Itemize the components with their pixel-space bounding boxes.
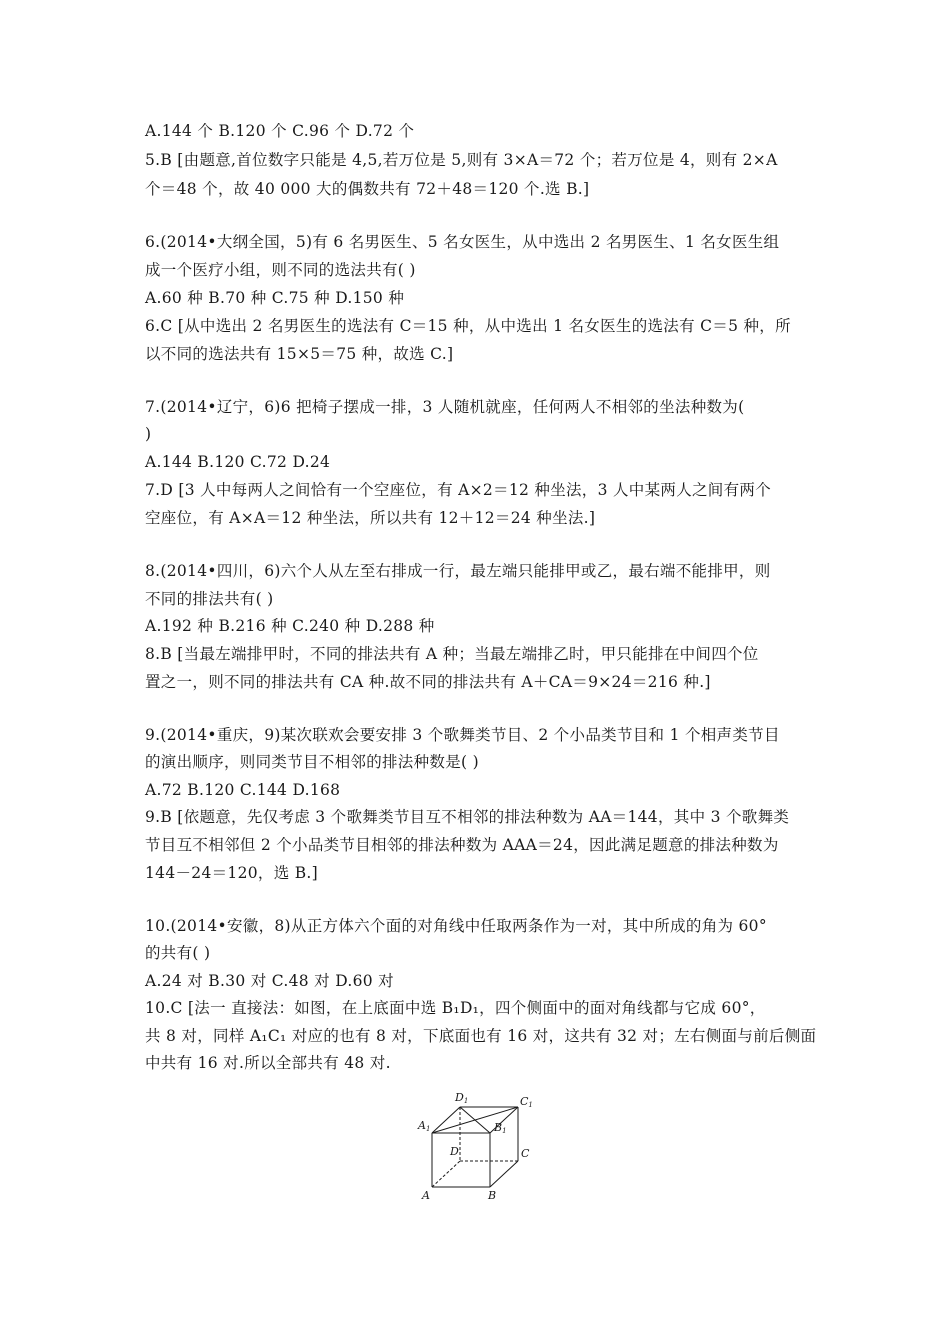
text-line: 10.C [法一 直接法：如图，在上底面中选 B₁D₁，四个侧面中的面对角线都与它成 60°， [145,999,766,1017]
text-line: A.24 对 B.30 对 C.48 对 D.60 对 [145,972,394,990]
edge-BC [490,1161,518,1187]
label-B1: B1 [494,1121,507,1135]
text-line: A.60 种 B.70 种 C.75 种 D.150 种 [145,289,405,307]
cube-figure [410,1075,540,1205]
text-line: 节目互不相邻但 2 个小品类节目相邻的排法种数为 AAA＝24，因此满足题意的排法种数为 [145,836,779,854]
text-line: 中共有 16 对.所以全部共有 48 对. [145,1054,391,1072]
text-line: 9.B [依题意，先仅考虑 3 个歌舞类节目互不相邻的排法种数为 AA＝144，其中 3 个歌舞类 [145,808,790,826]
diagonal-B1D1 [460,1107,490,1133]
text-line: 空座位，有 A×A＝12 种坐法，所以共有 12＋12＝24 种坐法.] [145,509,596,527]
text-line: 的共有( ) [145,944,211,962]
label-D: D [450,1145,459,1158]
text-line: 144－24＝120，选 B.] [145,864,318,882]
text-line: 个＝48 个，故 40 000 大的偶数共有 72＋48＝120 个.选 B.] [145,180,590,198]
text-line: 5.B [由题意,首位数字只能是 4,5,若万位是 5,则有 3×A＝72 个；若万位是 4，则有 2×A [145,151,778,169]
text-line: 共 8 对，同样 A₁C₁ 对应的也有 8 对，下底面也有 16 对，这共有 32 对；左右侧面与前后侧面 [145,1027,817,1045]
text-line: 8.B [当最左端排甲时，不同的排法共有 A 种；当最左端排乙时，甲只能排在中间四个位 [145,645,759,663]
text-line: A.144 个 B.120 个 C.96 个 D.72 个 [145,122,415,140]
text-line: 以不同的选法共有 15×5＝75 种，故选 C.] [145,345,454,363]
text-line: 6.(2014•大纲全国，5)有 6 名男医生、5 名女医生，从中选出 2 名男医生、1 名女医生组 [145,233,780,251]
text-line: 不同的排法共有( ) [145,590,274,608]
text-line: 7.(2014•辽宁，6)6 把椅子摆成一排，3 人随机就座，任何两人不相邻的坐法种数为( [145,398,745,416]
label-A: A [422,1189,430,1202]
text-line: 9.(2014•重庆，9)某次联欢会要安排 3 个歌舞类节目、2 个小品类节目和 1 个相声类节目 [145,726,780,744]
label-B: B [488,1189,497,1202]
text-line: 6.C [从中选出 2 名男医生的选法有 C＝15 种，从中选出 1 名女医生的选法有 C＝5 种，所 [145,317,791,335]
text-line: 的演出顺序，则同类节目不相邻的排法种数是( ) [145,753,479,771]
text-line: 10.(2014•安徽，8)从正方体六个面的对角线中任取两条作为一对，其中所成的角为 60° [145,917,767,935]
text-line: ) [145,425,152,443]
text-line: A.72 B.120 C.144 D.168 [145,781,341,799]
text-line: 成一个医疗小组，则不同的选法共有( ) [145,261,416,279]
cube-diagram [410,1075,540,1205]
text-line: 8.(2014•四川，6)六个人从左至右排成一行，最左端只能排甲或乙，最右端不能排甲，则 [145,562,771,580]
text-line: A.144 B.120 C.72 D.24 [145,453,331,471]
label-C: C [521,1147,530,1160]
label-A1: A1 [418,1119,431,1133]
label-C1: C1 [520,1095,533,1109]
edge-AD-hidden [432,1161,460,1187]
label-D1: D1 [455,1091,469,1105]
text-line: 置之一，则不同的排法共有 CA 种.故不同的排法共有 A＋CA＝9×24＝216 种.] [145,673,711,691]
text-line: A.192 种 B.216 种 C.240 种 D.288 种 [145,617,435,635]
text-line: 7.D [3 人中每两人之间恰有一个空座位，有 A×2＝12 种坐法，3 人中某两人之间有两个 [145,481,771,499]
